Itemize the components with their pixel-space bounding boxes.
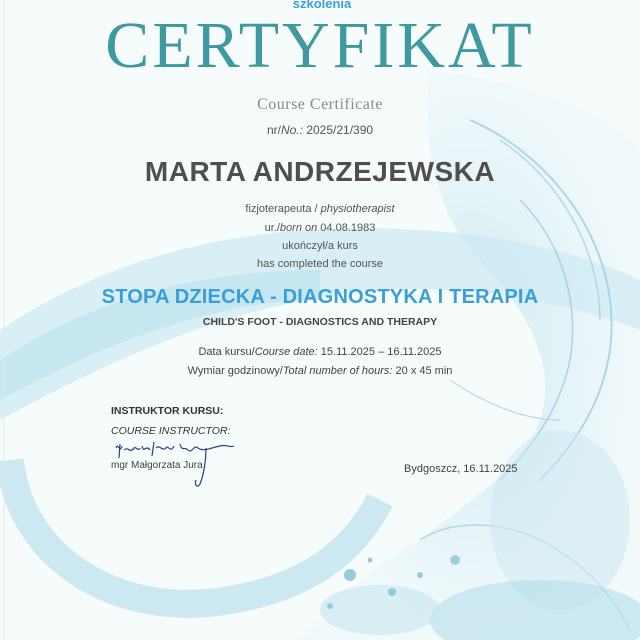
course-title: STOPA DZIECKA - DIAGNOSTYKA I TERAPIA <box>101 286 539 308</box>
certificate-subtitle: Course Certificate <box>257 96 383 113</box>
number-value: 2025/21/390 <box>306 123 374 137</box>
instructor-name: mgr Małgorzata Jura <box>111 460 203 471</box>
recipient-name: MARTA ANDRZEJEWSKA <box>144 156 496 187</box>
course-date-value: 15.11.2025 – 16.11.2025 <box>320 346 442 358</box>
certificate-title: CERTYFIKAT <box>105 9 535 82</box>
certificate-number <box>0 123 640 137</box>
course-date <box>0 346 640 358</box>
number-label-pl: nr/ <box>266 123 281 137</box>
completed-pl: ukończył/a kurs <box>282 240 358 252</box>
profession-en: physiotherapist <box>320 203 395 215</box>
completed-en: has completed the course <box>257 258 383 270</box>
profession <box>0 203 640 215</box>
place-and-date: Bydgoszcz, 16.11.2025 <box>404 463 518 475</box>
born-label-pl: ur./ <box>264 222 280 234</box>
brand-name: szkolenia <box>292 0 352 11</box>
hours-label-pl: Wymiar godzinowy/ <box>187 365 283 377</box>
born-label-en: born on <box>279 222 318 234</box>
course-title-en: CHILD'S FOOT - DIAGNOSTICS AND THERAPY <box>202 316 438 328</box>
course-date-label-pl: Data kursu/ <box>198 346 255 358</box>
instructor-label-pl: INSTRUKTOR KURSU: <box>111 405 224 417</box>
course-hours <box>0 365 640 377</box>
course-date-label-en: Course date: <box>254 346 318 358</box>
hours-value: 20 x 45 min <box>395 365 453 377</box>
birth-date <box>0 222 640 234</box>
born-date: 04.08.1983 <box>320 222 376 234</box>
hours-label-en: Total number of hours: <box>282 365 393 377</box>
profession-pl: fizjoterapeuta / <box>245 203 321 215</box>
instructor-label-en: COURSE INSTRUCTOR: <box>111 425 231 437</box>
number-label-en: No.: <box>280 123 303 137</box>
